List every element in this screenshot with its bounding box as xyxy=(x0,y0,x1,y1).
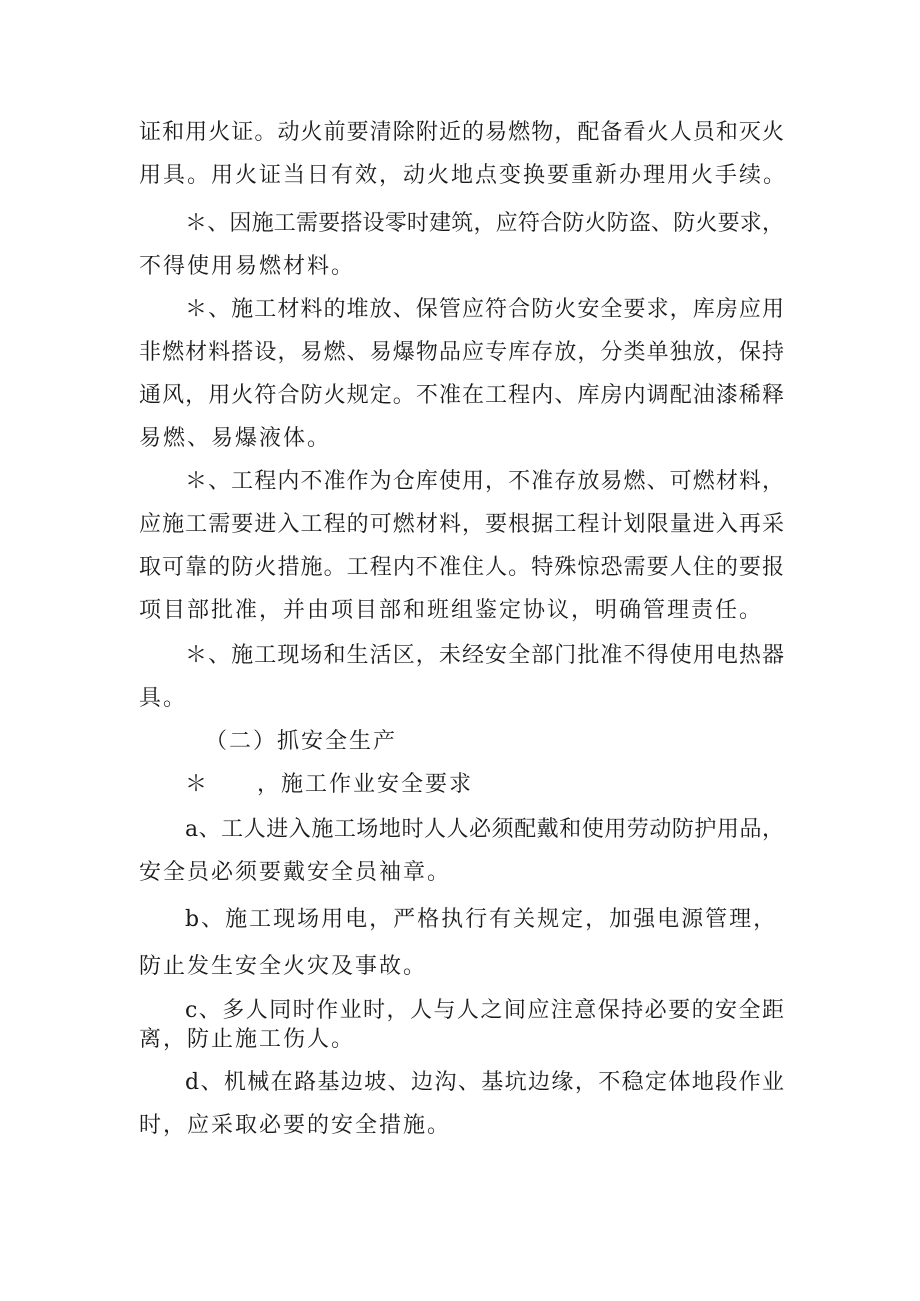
text-line-14: 具。 xyxy=(139,686,188,711)
text-line-17: a、工人进入施工场地时人人必须配戴和使用劳动防护用品， xyxy=(185,817,784,842)
text-line-12: 项目部批准，并由项目部和班组鉴定协议，明确管理责任。 xyxy=(139,598,764,623)
text-line-19: b、施工现场用电，严格执行有关规定，加强电源管理， xyxy=(185,907,778,932)
text-line-4: 不得使用易燃材料。 xyxy=(139,254,356,279)
text-line-21: c、多人同时作业时，人与人之间应注意保持必要的安全距 xyxy=(185,998,784,1023)
text-line-13: ＊、施工现场和生活区，未经安全部门批准不得使用电热器 xyxy=(185,643,784,668)
text-line-5: ＊、施工材料的堆放、保管应符合防火安全要求，库房应用 xyxy=(185,297,784,322)
text-line-18: 安全员必须要戴安全员袖章。 xyxy=(139,860,452,885)
text-line-20: 防止发生安全火灾及事故。 xyxy=(139,954,428,979)
subsection-heading: ＊ ，施工作业安全要求 xyxy=(185,772,474,797)
text-line-9: ＊、工程内不准作为仓库使用，不准存放易燃、可燃材料， xyxy=(185,469,784,494)
section-heading: （二）抓安全生产 xyxy=(205,729,398,754)
text-line-10: 应施工需要进入工程的可燃材料，要根据工程计划限量进入再采 xyxy=(139,512,784,537)
text-line-24: 时，应采取必要的安全措施。 xyxy=(139,1113,452,1138)
text-line-23: d、机械在路基边坡、边沟、基坑边缘，不稳定体地段作业 xyxy=(185,1070,784,1095)
text-line-8: 易燃、易爆液体。 xyxy=(139,426,332,451)
text-line-1: 证和用火证。动火前要清除附近的易燃物，配备看火人员和灭火 xyxy=(139,120,784,145)
text-line-11: 取可靠的防火措施。工程内不准住人。特殊惊恐需要人住的要报 xyxy=(139,555,784,580)
text-line-22: 离，防止施工伤人。 xyxy=(139,1027,356,1052)
text-line-6: 非燃材料搭设，易燃、易爆物品应专库存放，分类单独放，保持 xyxy=(139,340,784,365)
text-line-3: ＊、因施工需要搭设零时建筑，应符合防火防盗、防火要求， xyxy=(185,211,784,236)
text-line-7: 通风，用火符合防火规定。不准在工程内、库房内调配油漆稀释 xyxy=(139,383,784,408)
text-line-2: 用具。用火证当日有效，动火地点变换要重新办理用火手续。 xyxy=(139,163,788,188)
